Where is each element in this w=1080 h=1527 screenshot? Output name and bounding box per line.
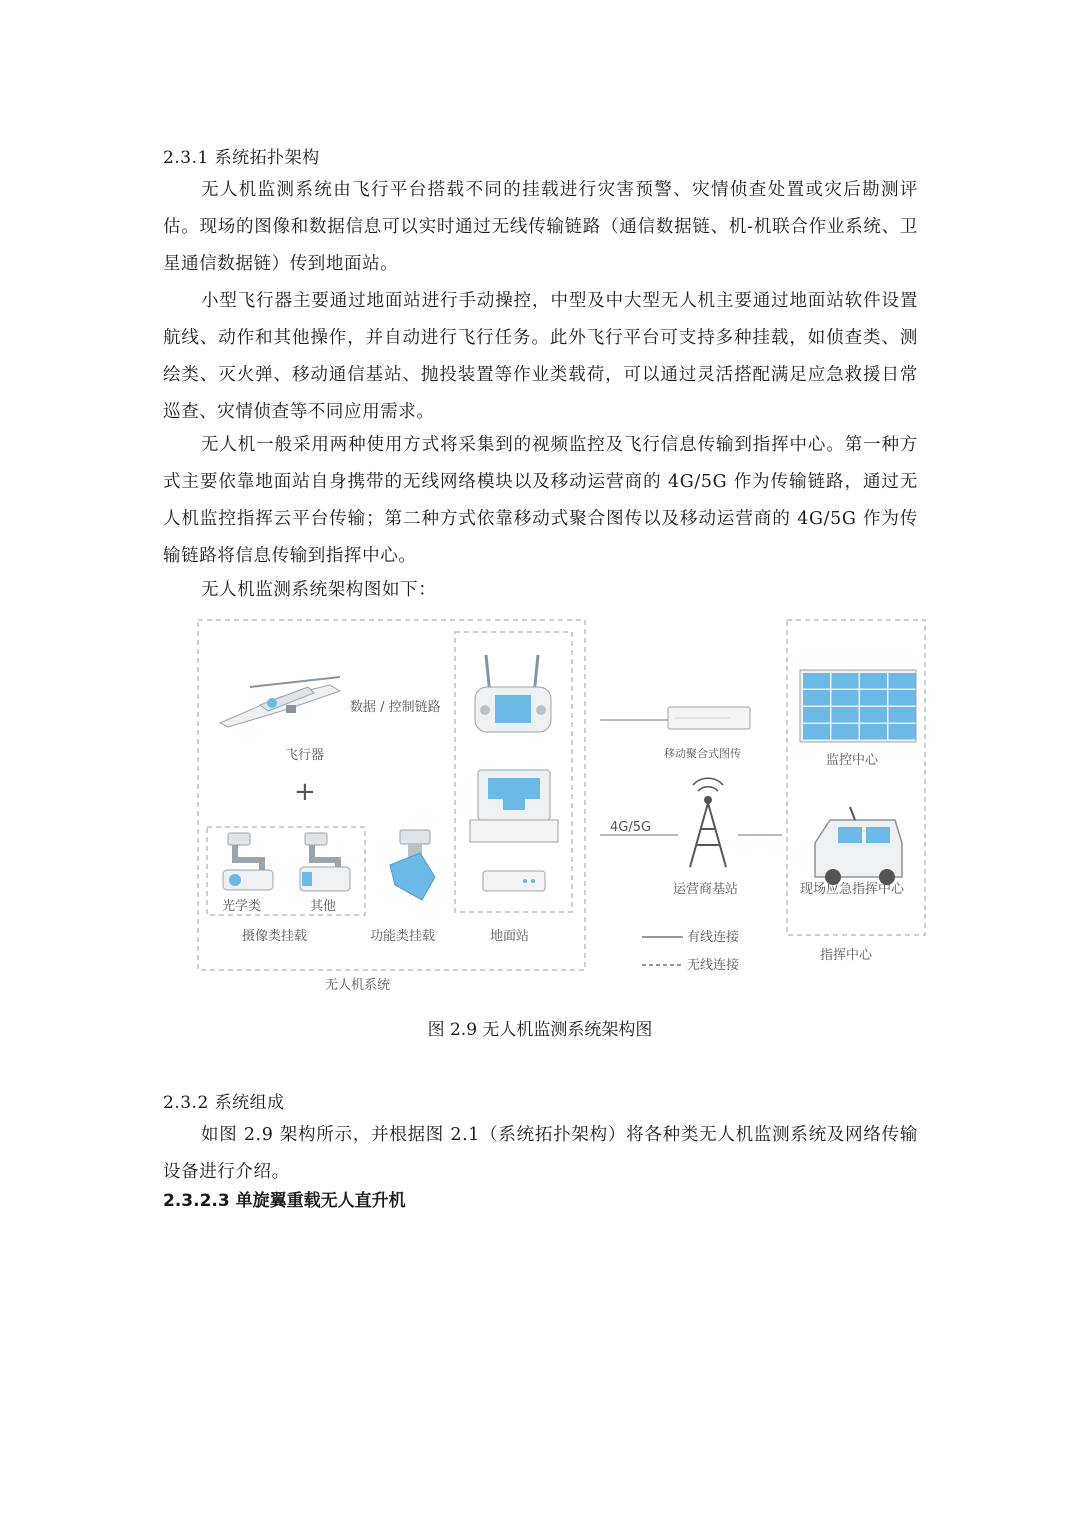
uav-system-label: 无人机系统 — [325, 978, 391, 993]
optical-camera-icon — [223, 833, 273, 890]
aircraft-icon — [220, 677, 340, 727]
video-wall-tile — [832, 707, 859, 723]
ground-laptop-icon — [470, 770, 558, 842]
aircraft-label: 飞行器 — [285, 748, 325, 763]
video-wall-tile — [889, 707, 916, 723]
video-wall-tile — [860, 673, 887, 689]
subsection-heading-2-3-2-3: 2.3.2.3 单旋翼重载无人直升机 — [163, 1191, 406, 1211]
paragraph-5: 如图 2.9 架构所示，并根据图 2.1（系统拓扑架构）将各种类无人机监测系统及网络传输设备进行介绍。 — [163, 1125, 918, 1182]
mobile-transmission-label: 移动聚合式图传 — [664, 747, 741, 760]
paragraph-3: 无人机一般采用两种使用方式将采集到的视频监控及飞行信息传输到指挥中心。第一种方式主要依靠地面站自身携带的无线网络模块以及移动运营商的 4G/5G 作为传输链路，通过无人机监控指挥云平台传输；第二种方式依靠移动式聚合图传以及移动运营商的 4G/5G 作为传输链路将信息传输到指挥中心。 — [163, 435, 918, 566]
optical-label: 光学类 — [222, 899, 262, 914]
video-wall-tile — [889, 690, 916, 706]
paragraph-1: 无人机监测系统由飞行平台搭载不同的挂载进行灾害预警、灾情侦查处置或灾后勘测评估。现场的图像和数据信息可以实时通过无线传输链路（通信数据链、机-机联合作业系统、卫星通信数据链）传到地面站。 — [163, 180, 918, 274]
video-wall-tile — [889, 673, 916, 689]
video-wall-tile — [860, 707, 887, 723]
ground-station-label: 地面站 — [490, 929, 530, 944]
ground-unit-icon — [483, 871, 545, 891]
video-wall-tile — [832, 724, 859, 740]
video-wall-tile — [832, 690, 859, 706]
mobile-transmission-icon — [668, 707, 750, 729]
paragraph-2: 小型飞行器主要通过地面站进行手动操控，中型及中大型无人机主要通过地面站软件设置航线、动作和其他操作，并自动进行飞行任务。此外飞行平台可支持多种挂载，如侦查类、测绘类、灭火弹、移动通信基站、抛投装置等作业类载荷，可以通过灵活搭配满足应急救援日常巡查、灾情侦查等不同应用需求。 — [163, 291, 918, 422]
video-wall-tile — [803, 690, 830, 706]
wired-legend-label: 有线连接 — [687, 930, 740, 945]
camera-payload-label: 摄像类挂载 — [242, 929, 308, 944]
video-wall-tile — [803, 673, 830, 689]
paragraph-4: 无人机监测系统架构图如下： — [201, 580, 437, 600]
section-heading-2-3-1: 2.3.1 系统拓扑架构 — [163, 148, 320, 168]
video-wall-tile — [860, 724, 887, 740]
plus-sign: + — [294, 777, 316, 807]
video-wall-icon — [800, 670, 916, 742]
other-label: 其他 — [310, 899, 337, 914]
function-payload-label: 功能类挂载 — [370, 929, 436, 944]
video-wall-tile — [860, 690, 887, 706]
function-payload-icon — [390, 830, 435, 900]
other-camera-icon — [300, 833, 350, 891]
command-vehicle-icon — [815, 807, 902, 885]
remote-controller-icon — [475, 655, 551, 732]
video-wall-tile — [832, 673, 859, 689]
data-link-label: 数据 / 控制链路 — [350, 700, 441, 715]
command-center-label: 指挥中心 — [820, 948, 873, 963]
field-command-label: 现场应急指挥中心 — [800, 882, 905, 897]
monitor-center-label: 监控中心 — [826, 753, 879, 768]
wireless-legend-label: 无线连接 — [687, 958, 740, 973]
video-wall-tile — [803, 707, 830, 723]
network-label: 4G/5G — [610, 820, 652, 835]
cell-tower-icon — [690, 778, 726, 867]
figure-caption: 图 2.9 无人机监测系统架构图 — [427, 1020, 653, 1040]
video-wall-tile — [803, 724, 830, 740]
section-heading-2-3-2: 2.3.2 系统组成 — [163, 1093, 285, 1113]
architecture-diagram — [190, 615, 930, 1000]
video-wall-tile — [889, 724, 916, 740]
base-station-label: 运营商基站 — [673, 882, 739, 897]
